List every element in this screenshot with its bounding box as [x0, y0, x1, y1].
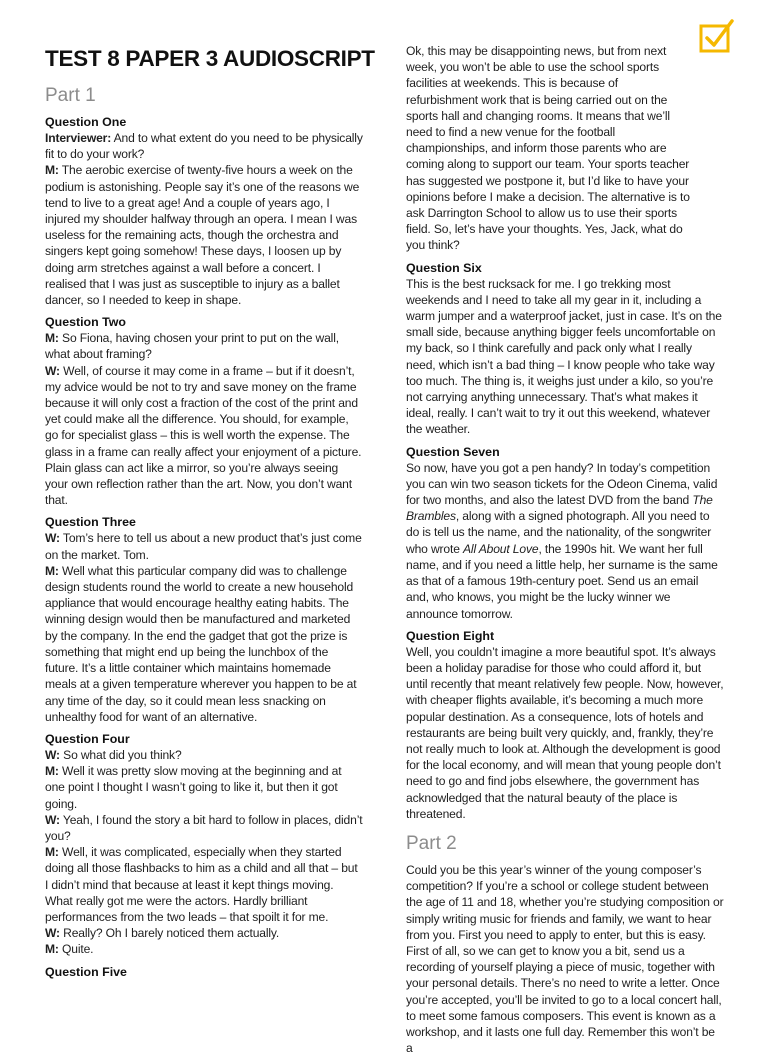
dialogue-text: Well what this particular company did was to challenge design students round the world to create a new household appliance that would encourage healthy eating habits. The winning design would then be manufactured and marketed by the company. In the end the gadget that got the prize is something that might end up being the lunchbox of the future. It’s a little container which maintains homemade meals at a given temperature wherever you happen to be at any time of the day, so it could mean less snacking on unhealthy food for want of an alternative.	[45, 563, 357, 724]
speaker-label: M:	[45, 845, 59, 860]
question-two-heading: Question Two	[45, 315, 126, 330]
question-five-heading: Question Five	[45, 964, 127, 979]
band-name: The Brambles	[406, 493, 713, 524]
question-five-text: Ok, this may be disappointing news, but from next week, you won’t be able to use the school sports facilities at weekends. This is because of refurbishment work that is being carried out on the sports hall and changing rooms. It means that we’ll need to find a new venue for the football championships, and inform those parents who are coming along to support our team. Your sports teacher has suggested we postpone it, but I’d like to have your opinions before I make a decision. The alternative is to ask Darrington School to allow us to use their sports field. So, let’s have your thoughts. Yes, Jack, what do you think?	[406, 44, 690, 253]
speaker-label: W:	[45, 363, 60, 378]
question-seven-text-b: , along with a signed photograph. All you need to do is tell us the name, and the nationality, of the songwriter who wrote	[406, 509, 712, 556]
dialogue-text: Well it was pretty slow moving at the beginning and at one point I thought I wasn’t going to like it, but then it got going.	[45, 764, 342, 811]
question-one-line	[45, 162, 363, 308]
speaker-label: Interviewer:	[45, 131, 112, 145]
left-column	[45, 84, 363, 980]
question-three-heading: Question Three	[45, 515, 136, 530]
question-four-heading: Question Four	[45, 731, 130, 746]
page-title: TEST 8 PAPER 3 AUDIOSCRIPT	[45, 46, 375, 71]
speaker-label: M:	[45, 563, 59, 578]
question-eight-text: Well, you couldn’t imagine a more beautiful spot. It’s always been a holiday paradise for those who could afford it, but until recently that meant relatively few people. Now, however, with cheaper flights available, it’s becoming a much more popular destination. As a consequence, lots of hotels and restaurants are being built very quickly, and, frankly, they’re not really much to look at. Although the development is good for the local economy, and will mean that young people don’t need to go and find jobs elsewhere, the government has acknowledged that the natural beauty of the place is threatened.	[406, 644, 724, 821]
dialogue-text: Really? Oh I barely noticed them actually.	[59, 926, 280, 941]
speaker-label: M:	[45, 942, 59, 957]
question-seven-text	[406, 460, 724, 622]
dialogue-text: Quite.	[58, 942, 94, 957]
dialogue-text: So what did you think?	[59, 747, 182, 762]
question-two-line	[45, 330, 363, 362]
right-column	[406, 43, 724, 1056]
question-four-line	[45, 763, 363, 812]
question-seven-text-c: , the 1990s hit. We want her full name, and if you need a little help, her surname is the same as that of a famous 19th-century poet. Send us an email and, who knows, you might be the lucky winner we announce tomorrow.	[406, 541, 718, 621]
song-title: All About Love	[462, 541, 539, 556]
question-one-heading: Question One	[45, 115, 127, 129]
question-eight-heading: Question Eight	[406, 628, 495, 643]
part2-heading: Part 2	[406, 832, 457, 854]
dialogue-text: And to what extent do you need to be physically fit to do your work?	[45, 131, 363, 162]
speaker-label: M:	[45, 764, 59, 779]
dialogue-text: Yeah, I found the story a bit hard to follow in places, didn’t you?	[45, 812, 363, 843]
speaker-label: W:	[45, 747, 60, 762]
speaker-label: M:	[45, 331, 59, 346]
question-two-line	[45, 363, 363, 509]
speaker-label: W:	[45, 926, 60, 941]
question-four-line	[45, 844, 363, 925]
part2-text: Could you be this year’s winner of the young composer’s competition? If you’re a school or college student between the age of 11 and 18, whether you’re studying composition or simply writing music for friends and family, we want to hear from you. First you need to apply to enter, but this is easy. First of all, so we can get to know you a bit, send us a recording of yourself playing a piece of music, together with your personal details. There’s no need to write a letter. Once you’re accepted, you’ll be invited to go to a local concert hall, to meet some famous composers. This event is known as a workshop, and it lasts one full day. Remember this won’t be a	[406, 862, 724, 1056]
question-six-text: This is the best rucksack for me. I go trekking most weekends and I need to take all my gear in it, including a warm jumper and a waterproof jacket, just in case. It’s on the small side, because anything bigger feels uncomfortable on my back, so I think carefully and pack only what I really need, which isn’t a bad thing – I know people who take way too much. The thing is, it weighs just under a kilo, so you’re not carrying anything unnecessary. That’s what makes it ideal, really. I can’t wait to try it out this weekend, whatever the weather.	[406, 276, 722, 437]
speaker-label: W:	[45, 812, 60, 827]
question-four-line	[45, 941, 363, 957]
question-four-line	[45, 747, 363, 763]
dialogue-text: So Fiona, having chosen your print to put on the wall, what about framing?	[45, 331, 339, 362]
dialogue-text: Well, it was complicated, especially when they started doing all those flashbacks to him as a child and all that – but I didn’t mind that because at least it kept things moving. What really got me were the actors. Hardly brilliant performances from the two leads – that spoilt it for me.	[45, 845, 358, 924]
question-six-heading: Question Six	[406, 260, 482, 275]
question-one-line	[45, 130, 363, 162]
question-four-line	[45, 925, 363, 941]
part1-heading: Part 1	[45, 85, 96, 106]
question-three-line	[45, 563, 363, 725]
question-seven-text-a: So now, have you got a pen handy? In today’s competition you can win two season tickets for the Odeon Cinema, valid for two months, and also the latest DVD from the band	[406, 460, 718, 508]
dialogue-text: Tom’s here to tell us about a new product that’s just come on the market. Tom.	[45, 531, 362, 562]
speaker-label: M:	[45, 163, 59, 178]
dialogue-text: Well, of course it may come in a frame – but if it doesn’t, my advice would be not to try and save money on the frame because it will only cost a fraction of the cost of the print and yet could make all the difference. You should, for example, go for specialist glass – this is well worth the expense. The glass in a frame can really affect your enjoyment of a picture. Plain glass can act like a mirror, so you’re always seeing your own reflection rather than the art. Now, you don’t want that.	[45, 363, 362, 508]
question-seven-heading: Question Seven	[406, 444, 500, 459]
question-three-line	[45, 530, 363, 562]
dialogue-text: The aerobic exercise of twenty-five hours a week on the podium is astonishing. People say it’s one of the reasons we tend to live to a great age! And a couple of years ago, I injured my shoulder halfway through an opera. I mean I was useless for the remaining acts, though the orchestra and singers kept going somehow! These days, I loosen up by doing arm stretches against a wall before a concert. I realised that I was just as susceptible to injury as a ballet dancer, so I needed to keep in shape.	[45, 163, 360, 308]
question-four-line	[45, 812, 363, 844]
speaker-label: W:	[45, 531, 60, 546]
